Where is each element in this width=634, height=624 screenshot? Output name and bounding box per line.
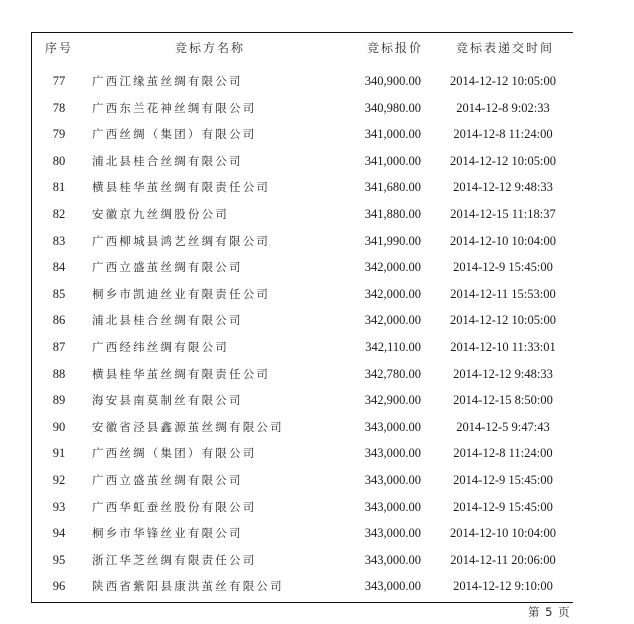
row-name: 桐乡市凯迪丝业有限责任公司 [92, 286, 271, 301]
row-price: 343,000.00 [364, 526, 421, 541]
row-time: 2014-12-5 9:47:43 [456, 419, 550, 434]
table-row [0, 520, 634, 546]
table-row [0, 174, 634, 200]
row-no: 78 [52, 100, 66, 115]
row-price: 342,780.00 [364, 366, 421, 381]
table-row [0, 281, 634, 307]
row-price: 342,110.00 [365, 340, 421, 354]
row-price: 342,000.00 [364, 286, 421, 301]
row-no: 91 [52, 446, 66, 461]
table-row [0, 307, 634, 333]
row-price: 343,000.00 [364, 579, 421, 594]
row-no: 92 [52, 473, 66, 487]
row-no: 81 [52, 180, 66, 195]
row-name: 安徽省泾县鑫源茧丝绸有限公司 [92, 419, 284, 434]
header-price: 竞标报价 [366, 41, 423, 55]
row-time: 2014-12-12 9:48:33 [453, 180, 553, 195]
row-name: 广西立盛茧丝绸有限公司 [92, 473, 243, 487]
row-name: 广西东兰花神丝绸有限公司 [92, 100, 257, 115]
table-row [0, 573, 634, 599]
row-price: 343,000.00 [364, 552, 421, 567]
row-time: 2014-12-11 15:53:00 [450, 286, 556, 301]
row-name: 广西江缘茧丝绸有限公司 [92, 74, 243, 88]
row-price: 340,900.00 [364, 74, 421, 88]
table-row [0, 387, 634, 413]
row-no: 85 [52, 286, 66, 301]
page-number: 第 5 页 [528, 605, 571, 619]
row-no: 77 [52, 74, 66, 88]
row-time: 2014-12-12 10:05:00 [450, 153, 556, 168]
row-time: 2014-12-12 10:05:00 [450, 313, 556, 328]
row-time: 2014-12-10 11:33:01 [450, 340, 556, 354]
row-time: 2014-12-12 10:05:00 [450, 74, 556, 88]
row-name: 广西立盛茧丝绸有限公司 [92, 260, 243, 275]
row-price: 343,000.00 [364, 419, 421, 434]
row-name: 横县桂华茧丝绸有限责任公司 [92, 180, 271, 195]
row-time: 2014-12-9 15:45:00 [453, 473, 553, 487]
row-name: 广西丝绸（集团）有限公司 [92, 127, 257, 142]
row-price: 341,000.00 [364, 153, 421, 168]
row-name: 安徽京九丝绸股份公司 [92, 207, 229, 221]
table-row [0, 201, 634, 227]
row-time: 2014-12-8 9:02:33 [456, 100, 550, 115]
row-no: 82 [52, 207, 66, 221]
header-time: 竞标表递交时间 [455, 41, 554, 55]
row-name: 浙江华芝丝绸有限责任公司 [92, 552, 257, 567]
header-no: 序号 [44, 41, 73, 55]
table-row [0, 361, 634, 387]
table-row [0, 414, 634, 440]
header-name: 竞标方名称 [174, 41, 245, 55]
row-time: 2014-12-11 20:06:00 [450, 552, 556, 567]
row-no: 96 [52, 579, 66, 594]
row-name: 陕西省紫阳县康洪茧丝有限公司 [92, 579, 284, 594]
table-row [0, 68, 634, 94]
row-time: 2014-12-10 10:04:00 [450, 526, 556, 541]
row-price: 340,980.00 [364, 100, 421, 115]
row-price: 342,900.00 [364, 393, 421, 408]
row-name: 浦北县桂合丝绸有限公司 [92, 313, 243, 328]
table-row [0, 121, 634, 147]
row-name: 广西经纬丝绸有限公司 [92, 340, 229, 354]
row-price: 341,000.00 [364, 127, 421, 142]
table-row [0, 494, 634, 520]
row-name: 广西华虹蚕丝股份有限公司 [92, 499, 257, 514]
row-time: 2014-12-15 11:18:37 [450, 207, 556, 221]
row-price: 342,000.00 [364, 313, 421, 328]
row-name: 浦北县桂合丝绸有限公司 [92, 153, 243, 168]
row-time: 2014-12-9 15:45:00 [453, 260, 553, 275]
table-header [0, 35, 634, 61]
row-name: 海安县南莫制丝有限公司 [92, 393, 243, 408]
table-row [0, 467, 634, 493]
row-price: 341,990.00 [364, 233, 421, 248]
row-no: 95 [52, 552, 66, 567]
table-row [0, 334, 634, 360]
row-no: 80 [52, 153, 66, 168]
row-no: 79 [52, 127, 66, 142]
table-row [0, 254, 634, 280]
row-time: 2014-12-12 9:10:00 [453, 579, 553, 594]
row-time: 2014-12-10 10:04:00 [450, 233, 556, 248]
row-no: 89 [52, 393, 66, 408]
row-price: 341,880.00 [364, 207, 421, 221]
row-name: 广西丝绸（集团）有限公司 [92, 446, 257, 461]
row-no: 90 [52, 419, 66, 434]
row-time: 2014-12-9 15:45:00 [453, 499, 553, 514]
row-price: 341,680.00 [364, 180, 421, 195]
row-name: 广西柳城县鸿艺丝绸有限公司 [92, 233, 271, 248]
row-time: 2014-12-12 9:48:33 [453, 366, 553, 381]
row-no: 86 [52, 313, 66, 328]
table-row [0, 547, 634, 573]
table-row [0, 95, 634, 121]
row-name: 横县桂华茧丝绸有限责任公司 [92, 366, 271, 381]
row-time: 2014-12-8 11:24:00 [453, 127, 553, 142]
row-no: 87 [52, 340, 66, 354]
row-price: 343,000.00 [364, 499, 421, 514]
row-no: 94 [52, 526, 66, 541]
table-row [0, 440, 634, 466]
row-no: 88 [52, 366, 66, 381]
table-row [0, 148, 634, 174]
row-time: 2014-12-8 11:24:00 [453, 446, 553, 461]
row-time: 2014-12-15 8:50:00 [453, 393, 553, 408]
row-price: 343,000.00 [364, 446, 421, 461]
row-name: 桐乡市华锋丝业有限公司 [92, 526, 243, 541]
row-price: 343,000.00 [364, 473, 421, 487]
table-row [0, 228, 634, 254]
row-no: 93 [52, 499, 66, 514]
row-no: 84 [52, 260, 66, 275]
row-no: 83 [52, 233, 66, 248]
row-price: 342,000.00 [364, 260, 421, 275]
